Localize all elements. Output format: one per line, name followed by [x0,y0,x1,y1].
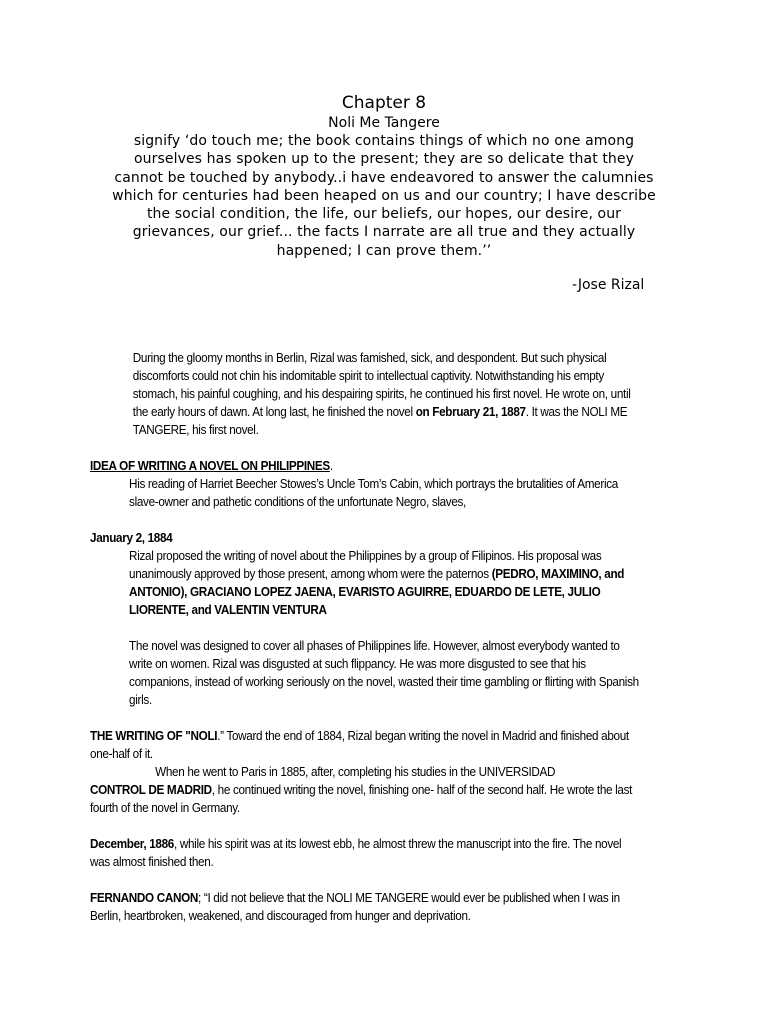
paragraph-text: During the gloomy months in Berlin, Rizal was famished, sick, and despondent. But such physical discomforts could not chin his indomitable spirit to intellectual captivity. Notwithstanding his empty stomach, his painful coughing, and his despairing spirits, he continued his first novel. He wrote on, until the early hours of dawn. At long last, he finished the novel [132,351,631,419]
quote-line: signify ‘do touch me; the book contains things of which no one among [133,133,635,149]
paragraph-text: , he continued writing the novel, finishing one- half of the second half. He wrote the last fourth of the novel in Germany. [90,783,633,815]
paragraph-control [90,781,641,817]
heading-punct: . [329,459,333,473]
paragraph-december [90,835,641,871]
paragraph-berlin [90,349,641,439]
quote-line: grievances, our grief... the facts I narrate are all true and they actually [132,224,636,241]
heading-text: IDEA OF WRITING A NOVEL ON PHILIPPINES [90,459,330,473]
heading-text: THE WRITING OF "NOLI [90,729,218,743]
names-highlight: (PEDRO, MAXIMINO, and ANTONIO), GRACIANO LOPEZ JAENA, EVARISTO AGUIRRE, EDUARDO DE LETE, JULIO LIORENTE, and VALENTIN VENTURA [129,567,625,617]
quote-line: cannot be touched by anybody..i have endeavored to answer the calumnies [114,169,654,186]
quote-attribution: -Jose Rizal [572,277,645,293]
section-heading-idea [90,457,641,475]
name-highlight: FERNANDO CANON [90,891,199,905]
quote-line: the social condition, the life, our beliefs, our hopes, our desire, our [146,206,622,223]
institution-highlight: CONTROL DE MADRID [90,783,212,797]
paragraph-design: The novel was designed to cover all phases of Philippines life. However, almost everybody wanted to write on women. Rizal was disgusted at such flippancy. He was more disgusted to see that his companions, instead of working seriously on the novel, wasted their time gambling or flirting with Spanish girls. [129,639,639,707]
paragraph-text: . It was the NOLI ME TANGERE, his first novel. [132,405,628,437]
paragraph-text: .” Toward the end of 1884, Rizal began writing the novel in Madrid and finished about one-half of it. [90,729,629,761]
date-heading-1884 [90,529,641,547]
paragraph-text: Rizal proposed the writing of novel about the Philippines by a group of Filipinos. His proposal was unanimously approved by those present, among whom were the paternos [129,549,602,581]
paragraph-proposal [90,547,641,619]
quote-line: ourselves has spoken up to the present; they are so delicate that they [133,151,634,168]
date-highlight: December, 1886 [90,837,175,851]
chapter-header [60,92,708,260]
date-highlight: on February 21, 1887 [415,405,526,419]
quote-line: happened; I can prove them.’’ [276,242,492,259]
paragraph-canon [90,889,641,925]
paragraph-text: , while his spirit was at its lowest ebb, he almost threw the manuscript into the fire. The novel was almost finished then. [90,837,622,869]
paragraph-writing [90,727,641,763]
quote-line: which for centuries had been heaped on us and our country; I have describe [112,187,656,204]
chapter-subtitle: Noli Me Tangere [328,115,440,131]
chapter-body [90,349,641,925]
paragraph-paris: When he went to Paris in 1885, after, completing his studies in the UNIVERSIDAD [155,765,556,779]
paragraph-text: ; “I did not believe that the NOLI ME TANGERE would ever be published when I was in Berlin, heartbroken, weakened, and discouraged from hunger and deprivation. [90,891,620,923]
paragraph-idea: His reading of Harriet Beecher Stowes’s Uncle Tom’s Cabin, which portrays the brutalities of America slave-owner and pathetic conditions of the unfortunate Negro, slaves, [129,477,618,509]
chapter-title: Chapter 8 [341,93,427,113]
date-text: January 2, 1884 [90,531,173,545]
